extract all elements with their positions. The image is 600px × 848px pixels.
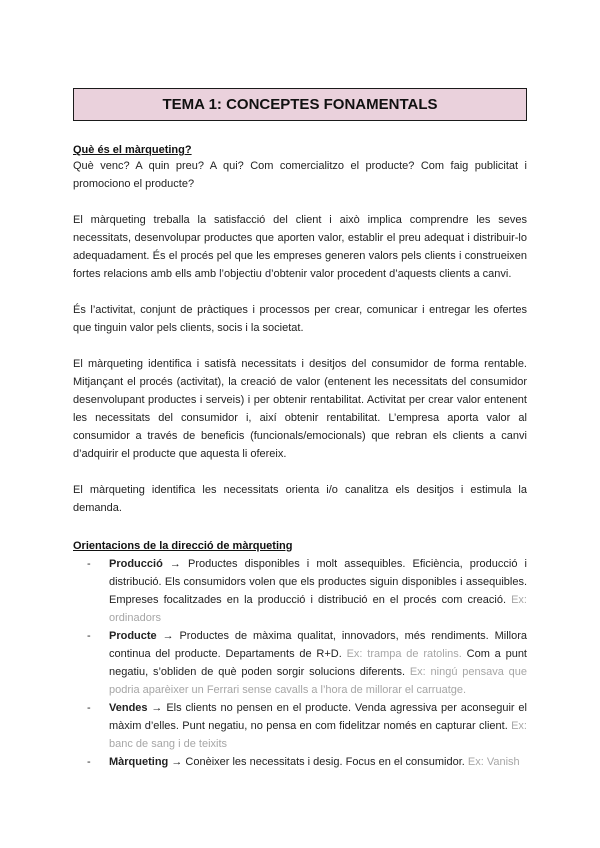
arrow-icon: → [171,756,183,768]
paragraph-1: El màrqueting treballa la satisfacció del client i això implica comprendre les seves necessitats, desenvolupar productes que aporten valor, establir el preu adequat i distribuir-lo adequadament. És el procés pel que les empreses generen valors pels clients i construeixen fortes relacions amb ells amb l’objectiu d’obtenir valor procedent d’aquests clients a canvi. [73,214,527,280]
arrow-icon: → [162,630,174,642]
bullet-dash: - [87,630,91,642]
item-text: Conèixer les necessitats i desig. Focus en el consumidor. [185,756,465,768]
item-text: Els clients no pensen en el producte. Venda agressiva per aconseguir el màxim d’elles. Punt negatiu, no pensa en com fidelitzar només en capturar client. [109,702,527,732]
section-heading-what-is-marketing: Què és el màrqueting? [73,144,192,156]
item-example: Ex: ordinadors [109,594,527,624]
term-producte: Producte [109,630,157,642]
paragraph-4: El màrqueting identifica les necessitats orienta i/o canalitza els desitjos i estimula la demanda. [73,484,527,514]
list-item-vendes [87,699,527,753]
term-vendes: Vendes [109,702,148,714]
list-item-produccio [87,555,527,627]
item-text: Productes disponibles i molt assequibles. Eficiència, producció i distribució. Els consumidors volen que els productes siguin disponibles i assequibles. Empreses focalitzades en la producció i distribució en el procés com creació. [109,558,527,606]
item-text-2: Com a punt negatiu, s’obliden de què poden sorgir solucions diferents. [109,648,527,678]
arrow-icon: → [151,702,163,714]
orientations-list [73,555,527,771]
intro-questions: Què venc? A quin preu? A qui? Com comercialitzo el producte? Com faig publicitat i promociono el producte? [73,160,527,190]
page-title [73,88,527,121]
term-produccio: Producció [109,558,163,570]
item-example: Ex: Vanish [467,756,520,768]
page-title-text: TEMA 1: CONCEPTES FONAMENTALS [162,96,438,113]
bullet-dash: - [87,756,91,768]
item-example-2: Ex: ningú pensava que podria aparèixer un Ferrari sense cavalls a l’hora de millorar el carruatge. [109,666,527,696]
bullet-dash: - [87,702,91,714]
paragraph-2: És l’activitat, conjunt de pràctiques i processos per crear, comunicar i entregar les ofertes que tinguin valor pels clients, socis i la societat. [73,304,527,334]
item-text: Productes de màxima qualitat, innovadors, més rendiments. Millora continua del producte. Departaments de R+D. [109,630,527,660]
term-marqueting: Màrqueting [109,756,169,768]
bullet-dash: - [87,558,91,570]
document-page [73,88,527,771]
arrow-icon: → [169,558,181,570]
list-item-producte [87,627,527,699]
item-example: Ex: banc de sang i de teixits [109,720,527,750]
item-example: Ex: trampa de ratolins. [346,648,462,660]
section-heading-orientations: Orientacions de la direcció de màrqueting [73,540,293,552]
list-item-marqueting [87,753,527,771]
paragraph-3: El màrqueting identifica i satisfà necessitats i desitjos del consumidor de forma rentable. Mitjançant el procés (activitat), la creació de valor (entenent les necessitats del consumidor desenvolupant productes i serveis) i per obtenir rentabilitat. Activitat per crear valor entenent les necessitats del consumidor i, així obtenir rentabilitat. L’empresa aporta valor al consumidor a través de beneficis (funcionals/emocionals) que rebran els clients a canvi d’adquirir el producte que aquesta li ofereix. [73,358,527,460]
